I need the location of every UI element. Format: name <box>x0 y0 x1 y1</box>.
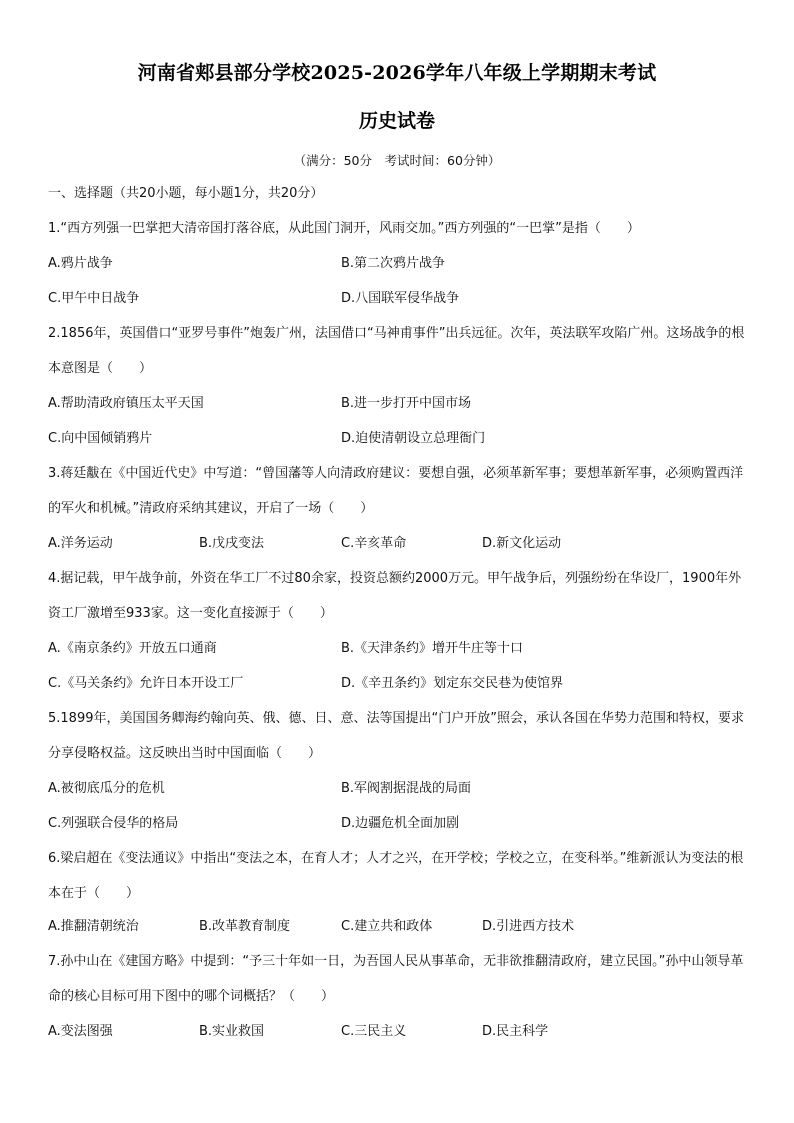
option-b: B.《天津条约》增开牛庄等十口 <box>341 641 524 656</box>
option-c: C.三民主义 <box>341 1024 407 1039</box>
option-a: A.洋务运动 <box>48 536 113 551</box>
option-c: C.《马关条约》允许日本开设工厂 <box>48 676 244 691</box>
option-c: C.列强联合侵华的格局 <box>48 816 179 831</box>
option-a: A.帮助清政府镇压太平天国 <box>48 396 204 411</box>
option-d: D.边疆危机全面加剧 <box>341 816 460 831</box>
option-b: B.戊戌变法 <box>199 536 265 551</box>
option-b: B.进一步打开中国市场 <box>341 396 472 411</box>
option-d: D.八国联军侵华战争 <box>341 291 460 306</box>
option-a: A.变法图强 <box>48 1024 113 1039</box>
option-b: B.第二次鸦片战争 <box>341 256 446 271</box>
option-c: C.向中国倾销鸦片 <box>48 431 153 446</box>
question-stem: 2.1856年，英国借口“亚罗号事件”炮轰广州，法国借口“马神甫事件”出兵远征。次年，英法联军攻陷广州。这场战争的根本意图是（ ） <box>48 326 745 376</box>
exam-info: （满分：50分 考试时间：60分钟） <box>293 153 501 168</box>
exam-title: 河南省郏县部分学校2025-2026学年八年级上学期期末考试 <box>137 62 657 84</box>
option-d: D.迫使清朝设立总理衙门 <box>341 431 486 446</box>
option-d: D.《辛丑条约》划定东交民巷为使馆界 <box>341 676 564 691</box>
option-d: D.引进西方技术 <box>482 919 575 934</box>
exam-subtitle: 历史试卷 <box>358 110 435 132</box>
question-stem: 5.1899年，美国国务卿海约翰向英、俄、德、日、意、法等国提出“门户开放”照会，承认各国在华势力范围和特权，要求分享侵略权益。这反映出当时中国面临（ ） <box>48 711 744 761</box>
option-d: D.新文化运动 <box>482 536 562 551</box>
option-a: A.推翻清朝统治 <box>48 919 139 934</box>
option-b: B.实业救国 <box>199 1024 265 1039</box>
option-d: D.民主科学 <box>482 1024 549 1039</box>
option-c: C.甲午中日战争 <box>48 291 140 306</box>
question-stem: 1.“西方列强一巴掌把大清帝国打落谷底，从此国门洞开，风雨交加。”西方列强的“一巴掌”是指（ ） <box>48 221 640 236</box>
option-a: A.被彻底瓜分的危机 <box>48 781 165 796</box>
question-stem: 3.蒋廷黻在《中国近代史》中写道：“曾国藩等人向清政府建议：要想自强，必须革新军事；要想革新军事，必须购置西洋的军火和机械。”清政府采纳其建议，开启了一场（ ） <box>48 466 744 516</box>
option-b: B.军阀割据混战的局面 <box>341 781 472 796</box>
question-stem: 7.孙中山在《建国方略》中提到：“予三十年如一日，为吾国人民从事革命，无非欲推翻清政府，建立民国。”孙中山领导革命的核心目标可用下图中的哪个词概括？（ ） <box>48 954 744 1004</box>
option-c: C.建立共和政体 <box>341 919 433 934</box>
option-a: A.鸦片战争 <box>48 256 113 271</box>
option-a: A.《南京条约》开放五口通商 <box>48 641 217 656</box>
question-stem: 4.据记载，甲午战争前，外资在华工厂不过80余家，投资总额约2000万元。甲午战争后，列强纷纷在华设厂，1900年外资工厂激增至933家。这一变化直接源于（ ） <box>48 571 742 621</box>
question-stem: 6.梁启超在《变法通议》中指出“变法之本，在育人才；人才之兴，在开学校；学校之立，在变科举。”维新派认为变法的根本在于（ ） <box>48 851 744 901</box>
section-heading: 一、选择题（共20小题，每小题1分，共20分） <box>48 186 324 201</box>
option-c: C.辛亥革命 <box>341 536 407 551</box>
option-b: B.改革教育制度 <box>199 919 291 934</box>
